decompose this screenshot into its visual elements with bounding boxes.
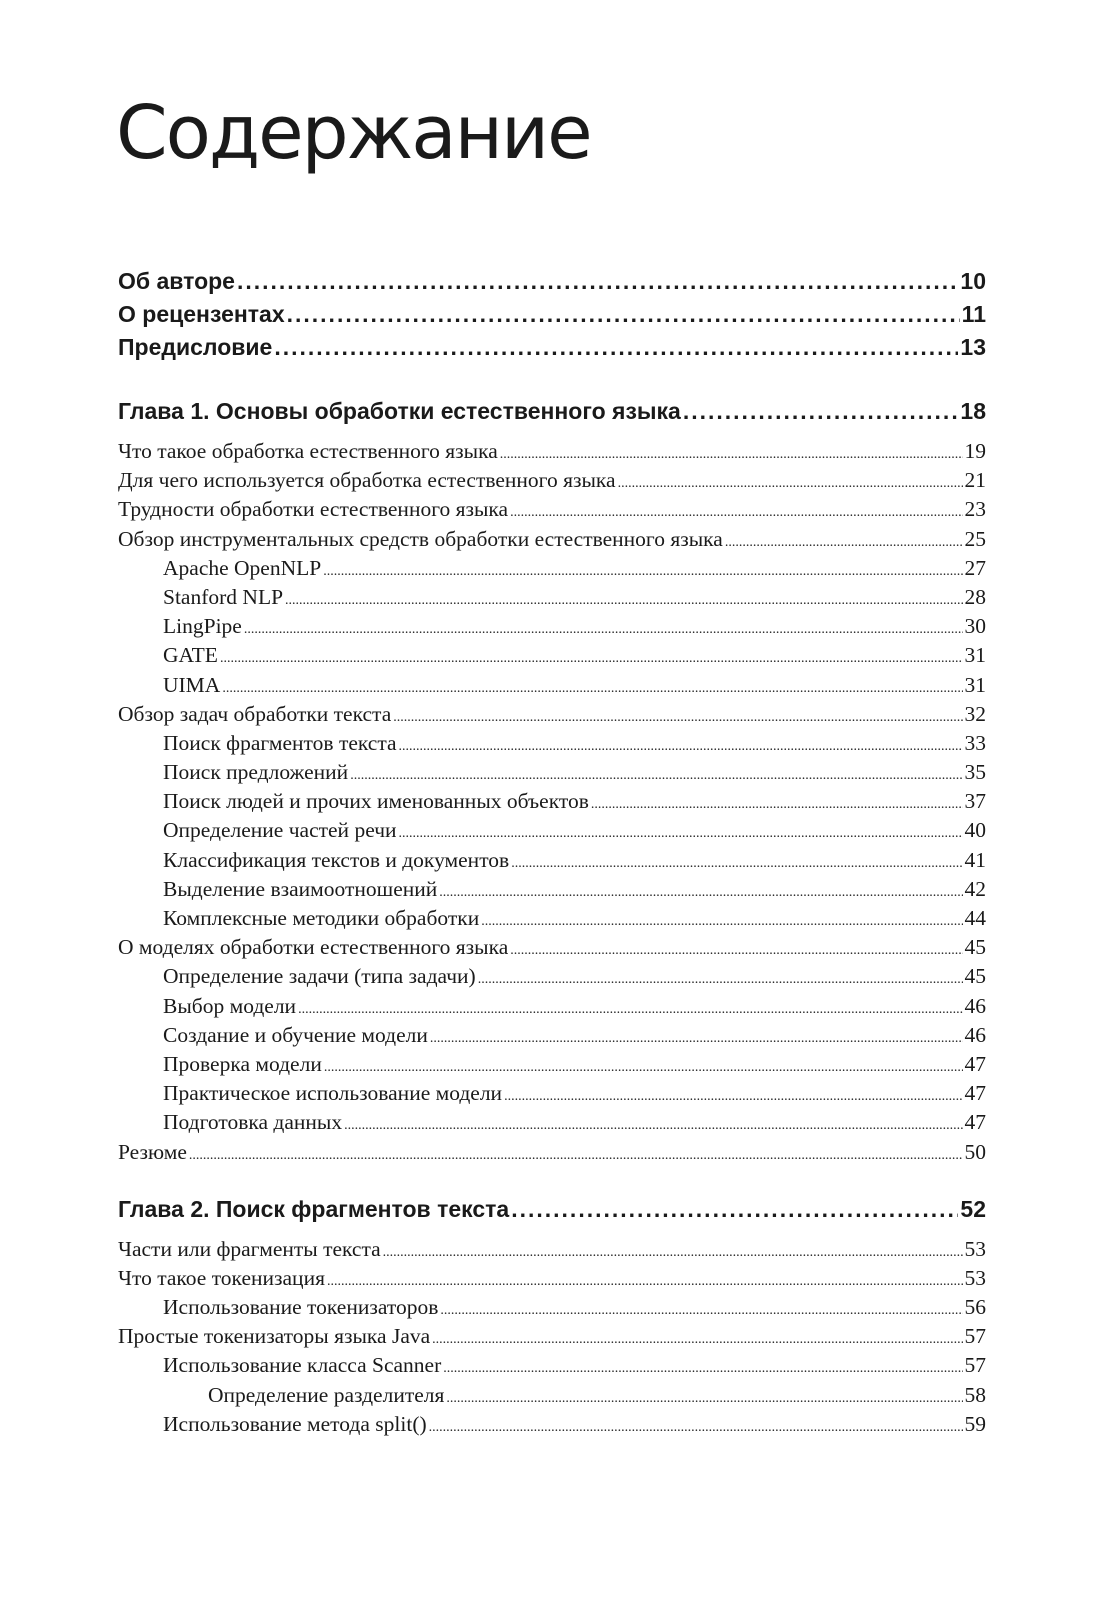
- toc-entry[interactable]: [118, 525, 986, 554]
- toc-page-number: 19: [964, 439, 986, 463]
- dot-leader: [189, 1138, 963, 1170]
- toc-page-number: 33: [964, 730, 986, 755]
- toc-page-number: 58: [964, 1382, 986, 1407]
- toc-label: Поиск фрагментов текста: [163, 730, 397, 755]
- toc-front-preface[interactable]: [118, 331, 986, 364]
- toc-page-number: 21: [964, 468, 986, 493]
- toc-label: Комплексные методики обработки: [163, 906, 480, 930]
- toc-chapter-label: Глава 2. Поиск фрагментов текста: [118, 1195, 510, 1222]
- toc-label: Stanford NLP: [163, 584, 284, 609]
- toc-page-number: 56: [964, 1295, 986, 1320]
- dot-leader: [344, 1108, 962, 1140]
- toc-label: Для чего используется обработка естественного языка: [118, 468, 616, 493]
- toc-page-number: 35: [964, 760, 986, 785]
- toc-entry[interactable]: [118, 875, 986, 904]
- dot-leader: [443, 1351, 962, 1383]
- toc-label: Поиск людей и прочих именованных объектов: [163, 789, 589, 814]
- toc-label: Определение частей речи: [163, 818, 397, 843]
- toc-entry[interactable]: [118, 1021, 986, 1050]
- toc-page-number: 57: [964, 1353, 986, 1378]
- toc-entry[interactable]: [118, 466, 986, 495]
- toc-page-number: 28: [964, 584, 986, 609]
- toc-entry[interactable]: [118, 846, 986, 875]
- toc-chapter-label: Глава 1. Основы обработки естественного языка: [118, 398, 681, 424]
- toc-page-number: 46: [964, 1022, 986, 1047]
- toc-entry[interactable]: [118, 1235, 986, 1264]
- toc-page-number: 41: [964, 847, 986, 872]
- toc-page-number: 42: [964, 876, 986, 901]
- toc-entry[interactable]: [118, 933, 986, 962]
- toc-entry[interactable]: [118, 495, 986, 524]
- dot-leader: [683, 393, 959, 429]
- dot-leader: [481, 904, 962, 936]
- toc-page-number: 13: [960, 334, 986, 360]
- page-title: Содержание: [116, 90, 591, 176]
- toc-page-number: 57: [964, 1324, 986, 1349]
- toc-page-number: 25: [964, 526, 986, 551]
- dot-leader: [220, 641, 963, 673]
- toc-label: Обзор инструментальных средств обработки естественного языка: [118, 526, 723, 551]
- toc-label: Об авторе: [118, 268, 235, 294]
- toc-page-number: 37: [964, 789, 986, 814]
- dot-leader: [274, 331, 958, 364]
- toc-chapter-2[interactable]: [118, 1191, 986, 1227]
- dot-leader: [287, 298, 960, 331]
- toc-page-number: 23: [964, 497, 986, 522]
- toc-label: Что такое обработка естественного языка: [118, 439, 498, 463]
- dot-leader: [440, 1293, 962, 1325]
- toc-label: Apache OpenNLP: [163, 555, 322, 580]
- toc-page-number: 46: [964, 993, 986, 1018]
- dot-leader: [510, 933, 962, 965]
- table-of-contents: [118, 265, 986, 1439]
- dot-leader: [432, 1322, 962, 1354]
- toc-entry[interactable]: [118, 729, 986, 758]
- dot-leader: [510, 495, 962, 527]
- toc-page-number: 10: [960, 268, 986, 294]
- toc-entry[interactable]: [118, 1079, 986, 1108]
- toc-label: Выбор модели: [163, 993, 297, 1018]
- toc-label: Трудности обработки естественного языка: [118, 497, 509, 522]
- toc-front-author[interactable]: [118, 265, 986, 298]
- toc-entry[interactable]: [118, 1351, 986, 1380]
- toc-label: Проверка модели: [163, 1051, 322, 1076]
- dot-leader: [399, 816, 963, 848]
- toc-page-number: 53: [964, 1265, 986, 1290]
- toc-entry[interactable]: [118, 1108, 986, 1137]
- toc-label: Обзор задач обработки текста: [118, 701, 392, 726]
- dot-leader: [383, 1235, 963, 1267]
- toc-page-number: 32: [964, 701, 986, 726]
- toc-entry[interactable]: [118, 758, 986, 787]
- dot-leader: [222, 671, 962, 703]
- toc-label: Создание и обучение модели: [163, 1022, 428, 1047]
- toc-label: Классификация текстов и документов: [163, 847, 510, 872]
- toc-label: О моделях обработки естественного языка: [118, 935, 509, 960]
- toc-page-number: 18: [960, 398, 986, 424]
- toc-entry[interactable]: [118, 1410, 986, 1439]
- dot-leader: [429, 1410, 963, 1442]
- dot-leader: [511, 846, 962, 878]
- toc-entry[interactable]: [118, 671, 986, 700]
- toc-label: Поиск предложений: [163, 760, 349, 785]
- toc-entry[interactable]: [118, 992, 986, 1021]
- dot-leader: [393, 700, 962, 732]
- toc-page-number: 27: [964, 555, 986, 580]
- dot-leader: [618, 466, 963, 498]
- toc-entry[interactable]: [118, 904, 986, 933]
- toc-label: UIMA: [163, 672, 221, 697]
- dot-leader: [237, 265, 958, 298]
- dot-leader: [504, 1079, 962, 1111]
- toc-label: Части или фрагменты текста: [118, 1236, 381, 1261]
- toc-page-number: 31: [964, 672, 986, 697]
- toc-label: Резюме: [118, 1139, 187, 1164]
- toc-entry[interactable]: [118, 787, 986, 816]
- toc-label: Определение задачи (типа задачи): [163, 964, 476, 989]
- toc-page-number: 50: [964, 1139, 986, 1164]
- toc-label: Подготовка данных: [163, 1110, 343, 1135]
- toc-entry[interactable]: [118, 1050, 986, 1079]
- toc-entry[interactable]: [118, 1264, 986, 1293]
- dot-leader: [591, 787, 963, 819]
- toc-label: О рецензентах: [118, 301, 285, 327]
- toc-label: Простые токенизаторы языка Java: [118, 1324, 431, 1349]
- toc-entry[interactable]: [118, 1138, 986, 1167]
- dot-leader: [285, 583, 962, 615]
- toc-page-number: 59: [964, 1411, 986, 1436]
- toc-page-number: 44: [964, 906, 986, 930]
- toc-page-number: 45: [964, 935, 986, 960]
- toc-page-number: 47: [964, 1051, 986, 1076]
- toc-entry[interactable]: [118, 641, 986, 670]
- toc-label: Определение разделителя: [208, 1382, 445, 1407]
- toc-entry[interactable]: [118, 1322, 986, 1351]
- toc-label: GATE: [163, 643, 218, 668]
- dot-leader: [511, 1191, 958, 1227]
- toc-entry[interactable]: [118, 583, 986, 612]
- toc-label: Использование метода split(): [163, 1411, 427, 1436]
- toc-page-number: 53: [964, 1236, 986, 1261]
- toc-page-number: 30: [964, 614, 986, 639]
- dot-leader: [244, 612, 963, 644]
- toc-page-number: 52: [960, 1195, 986, 1222]
- dot-leader: [430, 1021, 963, 1053]
- dot-leader: [399, 729, 963, 761]
- toc-entry[interactable]: [118, 816, 986, 845]
- dot-leader: [327, 1264, 963, 1296]
- toc-page-number: 47: [964, 1081, 986, 1106]
- toc-entry[interactable]: [118, 1293, 986, 1322]
- toc-entry[interactable]: [118, 1381, 986, 1410]
- dot-leader: [478, 962, 963, 994]
- dot-leader: [350, 758, 962, 790]
- dot-leader: [323, 554, 962, 586]
- toc-entry[interactable]: [118, 612, 986, 641]
- toc-label: Практическое использование модели: [163, 1081, 503, 1106]
- toc-page-number: 31: [964, 643, 986, 668]
- toc-label: LingPipe: [163, 614, 242, 639]
- toc-label: Использование токенизаторов: [163, 1295, 439, 1320]
- toc-entry[interactable]: [118, 700, 986, 729]
- toc-label: Выделение взаимоотношений: [163, 876, 438, 901]
- toc-label: Предисловие: [118, 334, 273, 360]
- dot-leader: [439, 875, 962, 907]
- toc-page-number: 45: [964, 964, 986, 989]
- toc-entry[interactable]: [118, 554, 986, 583]
- toc-entry[interactable]: [118, 962, 986, 991]
- toc-page-number: 11: [961, 301, 986, 327]
- toc-label: Использование класса Scanner: [163, 1353, 442, 1378]
- dot-leader: [324, 1050, 963, 1082]
- dot-leader: [500, 437, 963, 469]
- toc-page-number: 47: [964, 1110, 986, 1135]
- toc-front-reviewers[interactable]: [118, 298, 986, 331]
- dot-leader: [725, 525, 963, 557]
- toc-entry[interactable]: [118, 437, 986, 466]
- toc-page-number: 40: [964, 818, 986, 843]
- toc-chapter-1[interactable]: [118, 393, 986, 429]
- toc-label: Что такое токенизация: [118, 1265, 325, 1290]
- dot-leader: [298, 992, 962, 1024]
- dot-leader: [446, 1381, 962, 1413]
